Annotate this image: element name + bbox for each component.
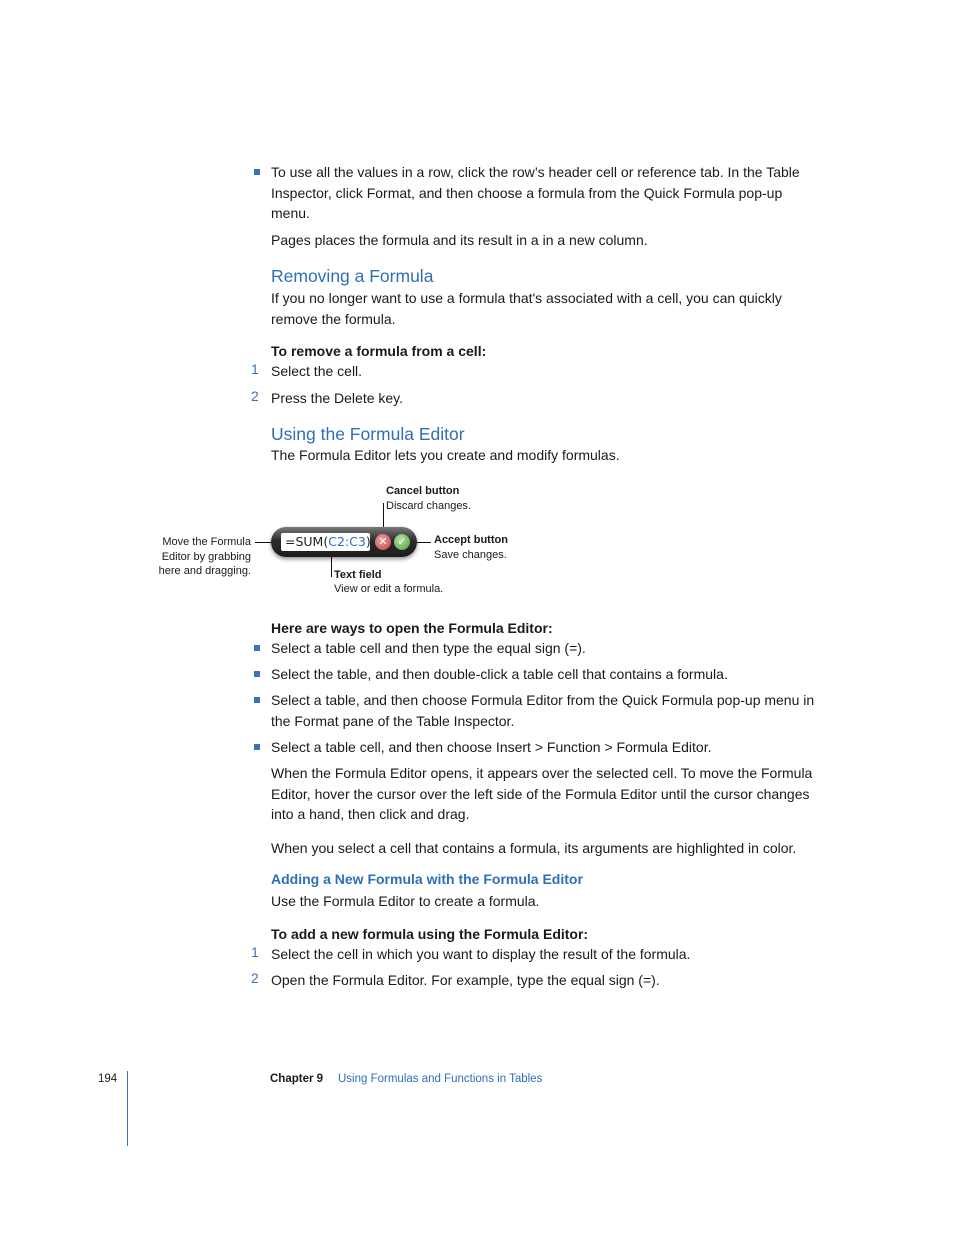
bullet-item: Select the table, and then double-click a table cell that contains a formula.: [271, 666, 728, 682]
chapter-label: Chapter 9: [270, 1073, 324, 1085]
formula-prefix: =SUM(: [285, 534, 329, 549]
bullet-marker: [254, 697, 260, 703]
bullet-marker: [254, 169, 260, 175]
footer-rule: [127, 1071, 128, 1146]
callout-title: Text field: [334, 569, 382, 581]
step-number: 2: [251, 970, 259, 986]
formula-reference: C2:C3: [328, 534, 366, 549]
paragraph: Pages places the formula and its result in a in a new column.: [271, 232, 648, 248]
subsection-heading: Adding a New Formula with the Formula Editor: [271, 871, 583, 887]
callout-line-text: here and dragging.: [158, 565, 251, 577]
step-text: Select the cell.: [271, 363, 363, 379]
callout-line: [415, 542, 431, 543]
paragraph: Use the Formula Editor to create a formula.: [271, 893, 540, 909]
callout-desc: Discard changes.: [386, 500, 471, 512]
formula-editor-figure: [150, 480, 550, 600]
bullet-marker: [254, 744, 260, 750]
task-heading: Here are ways to open the Formula Editor:: [271, 620, 553, 636]
step-text: Open the Formula Editor. For example, type the equal sign (=).: [271, 972, 660, 988]
formula-editor-widget[interactable]: [271, 527, 417, 557]
task-heading: To add a new formula using the Formula Editor:: [271, 926, 589, 942]
callout-line-text: Move the Formula: [162, 536, 251, 548]
callout-line-text: Editor by grabbing: [161, 550, 251, 563]
page-number: 194: [98, 1073, 118, 1085]
callout-desc: [150, 535, 251, 579]
accept-icon[interactable]: ✓: [394, 534, 410, 550]
paragraph: When the Formula Editor opens, it appears over the selected cell. To move the Formula Editor, hover the cursor over the left side of the Formula Editor until the cursor changes into a hand, then click and drag.: [271, 765, 813, 822]
callout-title: Accept button: [434, 534, 508, 546]
paragraph: If you no longer want to use a formula that's associated with a cell, you can quickly remove the formula.: [271, 290, 782, 327]
formula-text-field[interactable]: [281, 533, 370, 551]
callout-desc: View or edit a formula.: [334, 583, 444, 595]
step-number: 1: [251, 944, 259, 960]
step-text: Press the Delete key.: [271, 390, 404, 406]
section-heading: Using the Formula Editor: [271, 424, 465, 444]
formula-suffix: ): [365, 534, 371, 549]
bullet-item: Select a table cell and then type the equal sign (=).: [271, 640, 586, 656]
bullet-marker: [254, 645, 260, 651]
bullet-item: To use all the values in a row, click the row’s header cell or reference tab. In the Table Inspector, click Format, and then choose a formula from the Quick Formula pop-up menu.: [271, 164, 800, 221]
paragraph: The Formula Editor lets you create and modify formulas.: [271, 447, 620, 463]
paragraph: When you select a cell that contains a formula, its arguments are highlighted in color.: [271, 840, 797, 856]
bullet-item: Select a table cell, and then choose Insert > Function > Formula Editor.: [271, 739, 712, 755]
section-heading: Removing a Formula: [271, 266, 434, 286]
cancel-icon[interactable]: ✕: [375, 534, 391, 550]
bullet-item: Select a table, and then choose Formula Editor from the Quick Formula pop-up menu in the Format pane of the Table Inspector.: [271, 692, 815, 729]
step-number: 1: [251, 361, 259, 377]
callout-title: Cancel button: [386, 485, 460, 497]
callout-desc: Save changes.: [434, 549, 507, 561]
bullet-marker: [254, 671, 260, 677]
chapter-title: Using Formulas and Functions in Tables: [338, 1073, 543, 1085]
task-heading: To remove a formula from a cell:: [271, 343, 487, 359]
step-text: Select the cell in which you want to display the result of the formula.: [271, 946, 691, 962]
callout-line: [331, 556, 332, 577]
step-number: 2: [251, 388, 259, 404]
